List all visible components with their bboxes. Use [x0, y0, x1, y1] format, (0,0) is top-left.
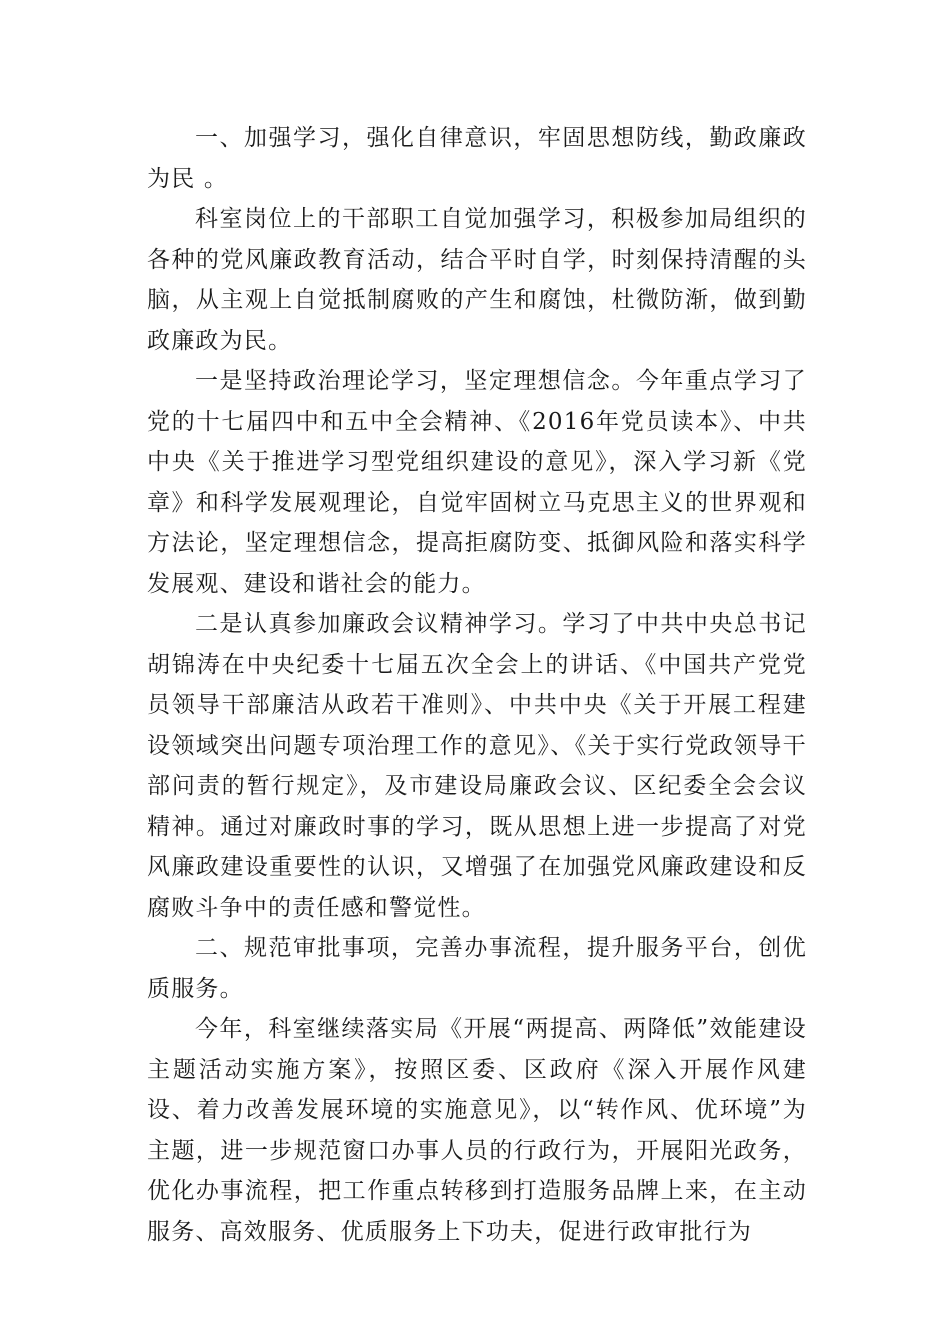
paragraph-service-improvement: 今年，科室继续落实局《开展“两提高、两降低”效能建设主题活动实施方案》，按照区委、区政府《深入开展作风建设、着力改善发展环境的实施意见》，以“转作风、优环境”为主题，进一步规范窗口办事人员的行政行为，开展阳光政务，优化办事流程，把工作重点转移到打造服务品牌上来，在主动服务、高效服务、优质服务上下功夫，促进行政审批行为	[147, 1016, 807, 1245]
section-heading-2: 二、规范审批事项，完善办事流程，提升服务平台，创优质服务。	[147, 935, 807, 1002]
section-heading-1: 一、加强学习，强化自律意识，牢固思想防线，勤政廉政为民 。	[147, 125, 807, 192]
paragraph-study-overview: 科室岗位上的干部职工自觉加强学习，积极参加局组织的各种的党风廉政教育活动，结合平时自学，时刻保持清醒的头脑，从主观上自觉抵制腐败的产生和腐蚀，杜微防渐，做到勤政廉政为民。	[147, 206, 807, 354]
paragraph-political-theory: 一是坚持政治理论学习，坚定理想信念。今年重点学习了党的十七届四中和五中全会精神、《2016年党员读本》、中共中央《关于推进学习型党组织建设的意见》，深入学习新《党章》和科学发展观理论，自觉牢固树立马克思主义的世界观和方法论，坚定理想信念，提高拒腐防变、抵御风险和落实科学发展观、建设和谐社会的能力。	[147, 368, 807, 597]
paragraph-integrity-meetings: 二是认真参加廉政会议精神学习。学习了中共中央总书记胡锦涛在中央纪委十七届五次全会上的讲话、《中国共产党党员领导干部廉洁从政若干准则》、中共中央《关于开展工程建设领域突出问题专项治理工作的意见》、《关于实行党政领导干部问责的暂行规定》，及市建设局廉政会议、区纪委全会会议精神。通过对廉政时事的学习，既从思想上进一步提高了对党风廉政建设重要性的认识，又增强了在加强党风廉政建设和反腐败斗争中的责任感和警觉性。	[147, 611, 807, 921]
document-body	[147, 118, 807, 1252]
